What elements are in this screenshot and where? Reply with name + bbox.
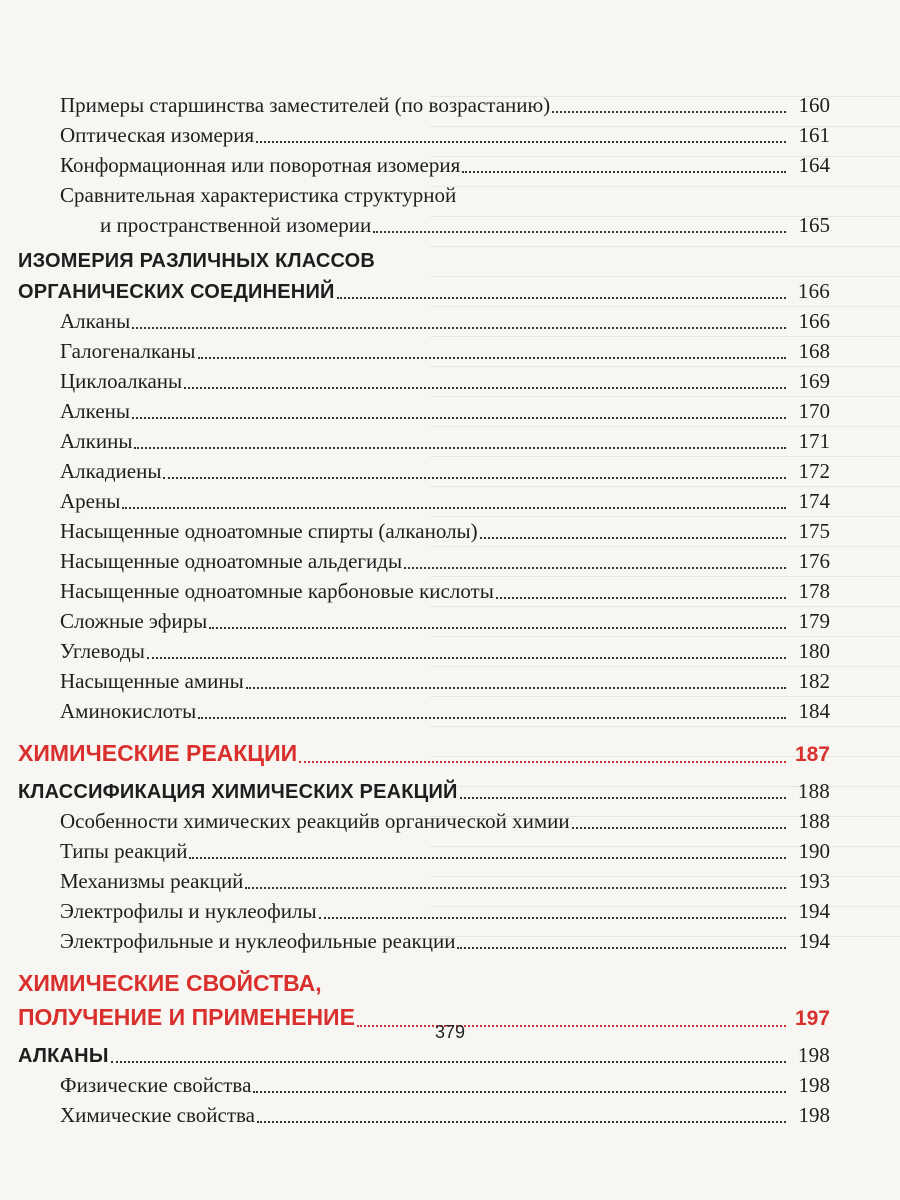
dot-leader [572, 820, 786, 829]
toc-entry[interactable] [18, 426, 830, 456]
dot-leader [111, 1054, 786, 1063]
toc-entry[interactable] [18, 366, 830, 396]
toc-entry[interactable] [18, 120, 830, 150]
toc-entry[interactable] [18, 866, 830, 896]
toc-entry-label: Алкины [60, 429, 133, 453]
toc-entry-label: Механизмы реакций [60, 869, 244, 893]
toc-entry[interactable] [18, 806, 830, 836]
toc-entry-page: 179 [798, 609, 830, 633]
toc-entry-page: 176 [798, 549, 830, 573]
toc-entry[interactable] [18, 1100, 830, 1130]
toc-entry-page: 160 [798, 93, 830, 117]
toc-entry-label: Циклоалканы [60, 369, 183, 393]
toc-entry-page: 161 [798, 123, 830, 147]
toc-entry-label: Алкадиены [60, 459, 162, 483]
toc-entry-label: и пространственной изомерии [100, 213, 372, 237]
toc-entry-page: 166 [798, 309, 830, 333]
toc-heading-label: ИЗОМЕРИЯ РАЗЛИЧНЫХ КЛАССОВ [18, 250, 376, 272]
toc-entry-label: Примеры старшинства заместителей (по возрастанию) [60, 93, 551, 117]
dot-leader [122, 500, 786, 509]
toc-entry-label: Оптическая изомерия [60, 123, 255, 147]
toc-entry-page: 184 [798, 699, 830, 723]
toc-entry[interactable] [18, 636, 830, 666]
toc-heading-label: АЛКАНЫ [18, 1045, 109, 1067]
toc-heading-label: ОРГАНИЧЕСКИХ СОЕДИНЕНИЙ [18, 281, 335, 303]
toc-heading[interactable] [18, 776, 830, 806]
dot-leader [404, 560, 786, 569]
toc-entry-label: Конформационная или поворотная изомерия [60, 153, 461, 177]
dot-leader [134, 440, 786, 449]
toc-heading[interactable] [18, 1040, 830, 1070]
toc-section-page: 197 [794, 1007, 830, 1030]
dot-leader [299, 754, 786, 763]
dot-leader [256, 134, 786, 143]
toc-heading[interactable] [18, 276, 830, 306]
toc-entry-page: 174 [798, 489, 830, 513]
toc-entry-label: Галогеналканы [60, 339, 196, 363]
toc-entry-page: 188 [798, 809, 830, 833]
toc-section-page: 187 [794, 743, 830, 766]
toc-entry-label: Электрофильные и нуклеофильные реакции [60, 929, 456, 953]
toc-entry-label: Типы реакций [60, 839, 188, 863]
toc-entry-label: Алкены [60, 399, 130, 423]
toc-entry-page: 170 [798, 399, 830, 423]
dot-leader [552, 104, 786, 113]
toc-entry[interactable] [18, 1070, 830, 1100]
toc-entry[interactable] [18, 926, 830, 956]
toc-entry-label: Насыщенные амины [60, 669, 244, 693]
dot-leader [198, 350, 786, 359]
toc-entry-page: 164 [798, 153, 830, 177]
toc-heading-page: 166 [797, 279, 830, 303]
toc-entry-page: 198 [798, 1073, 830, 1097]
toc-entry[interactable] [18, 896, 830, 926]
toc-entry-page: 168 [798, 339, 830, 363]
toc-entry-page: 175 [798, 519, 830, 543]
toc-entry[interactable] [18, 696, 830, 726]
dot-leader [253, 1084, 786, 1093]
toc-entry[interactable] [18, 396, 830, 426]
toc-entry-label: Аминокислоты [60, 699, 197, 723]
dot-leader [209, 620, 786, 629]
dot-leader [132, 320, 786, 329]
dot-leader [462, 164, 786, 173]
toc-entry-label: Арены [60, 489, 121, 513]
toc-entry-page: 194 [798, 929, 830, 953]
toc-entry-page: 165 [798, 213, 830, 237]
toc-entry[interactable] [18, 576, 830, 606]
dot-leader [496, 590, 786, 599]
toc-entry-page: 193 [798, 869, 830, 893]
toc-entry[interactable] [18, 306, 830, 336]
toc-entry-label: Химические свойства [60, 1103, 255, 1127]
page-number: 379 [434, 1022, 466, 1042]
dot-leader [198, 710, 786, 719]
toc-entry-label: Углеводы [60, 639, 145, 663]
toc-entry-page: 169 [798, 369, 830, 393]
dot-leader [184, 380, 786, 389]
dot-leader [319, 910, 786, 919]
toc-entry-continuation[interactable] [18, 210, 830, 240]
toc-entry-label: Насыщенные одноатомные спирты (алканолы) [60, 519, 478, 543]
toc-entry[interactable] [18, 90, 830, 120]
toc-entry-page: 178 [798, 579, 830, 603]
toc-section-label: ПОЛУЧЕНИЕ И ПРИМЕНЕНИЕ [18, 1004, 355, 1030]
toc-entry-label: Сравнительная характеристика структурной [60, 183, 457, 207]
toc-entry-first-line[interactable] [18, 180, 830, 210]
toc-section[interactable] [18, 736, 830, 770]
dot-leader [132, 410, 786, 419]
toc-entry-label: Алканы [60, 309, 131, 333]
toc-entry-page: 180 [798, 639, 830, 663]
toc-heading-first-line[interactable] [18, 246, 830, 276]
dot-leader [163, 470, 786, 479]
toc-entry[interactable] [18, 150, 830, 180]
toc-entry-label: Насыщенные одноатомные карбоновые кислоты [60, 579, 494, 603]
toc-entry[interactable] [18, 486, 830, 516]
dot-leader [245, 880, 786, 889]
dot-leader [460, 790, 786, 799]
toc-entry-page: 190 [798, 839, 830, 863]
toc-entry-label: Особенности химических реакцийв органической химии [60, 809, 570, 833]
toc-section-label: ХИМИЧЕСКИЕ РЕАКЦИИ [18, 740, 298, 766]
toc-entry-label: Физические свойства [60, 1073, 252, 1097]
toc-section-label: ХИМИЧЕСКИЕ СВОЙСТВА, [18, 970, 322, 996]
toc-entry-label: Сложные эфиры [60, 609, 208, 633]
dot-leader [457, 940, 786, 949]
toc-entry[interactable] [18, 456, 830, 486]
table-of-contents [18, 90, 830, 1130]
toc-entry-label: Насыщенные одноатомные альдегиды [60, 549, 403, 573]
dot-leader [246, 680, 786, 689]
dot-leader [480, 530, 786, 539]
dot-leader [337, 290, 786, 299]
toc-entry-page: 171 [798, 429, 830, 453]
dot-leader [147, 650, 786, 659]
toc-entry-page: 198 [798, 1103, 830, 1127]
toc-entry[interactable] [18, 546, 830, 576]
toc-heading-page: 198 [797, 1043, 830, 1067]
toc-entry[interactable] [18, 836, 830, 866]
toc-entry-page: 182 [798, 669, 830, 693]
toc-heading-label: КЛАССИФИКАЦИЯ ХИМИЧЕСКИХ РЕАКЦИЙ [18, 781, 458, 803]
toc-entry[interactable] [18, 336, 830, 366]
toc-section-first-line[interactable] [18, 966, 830, 1000]
dot-leader [189, 850, 786, 859]
toc-entry-page: 194 [798, 899, 830, 923]
toc-entry[interactable] [18, 516, 830, 546]
toc-entry-page: 172 [798, 459, 830, 483]
toc-heading-page: 188 [797, 779, 830, 803]
toc-entry[interactable] [18, 606, 830, 636]
toc-entry-label: Электрофилы и нуклеофилы [60, 899, 317, 923]
dot-leader [373, 224, 786, 233]
dot-leader [257, 1114, 786, 1123]
toc-entry[interactable] [18, 666, 830, 696]
